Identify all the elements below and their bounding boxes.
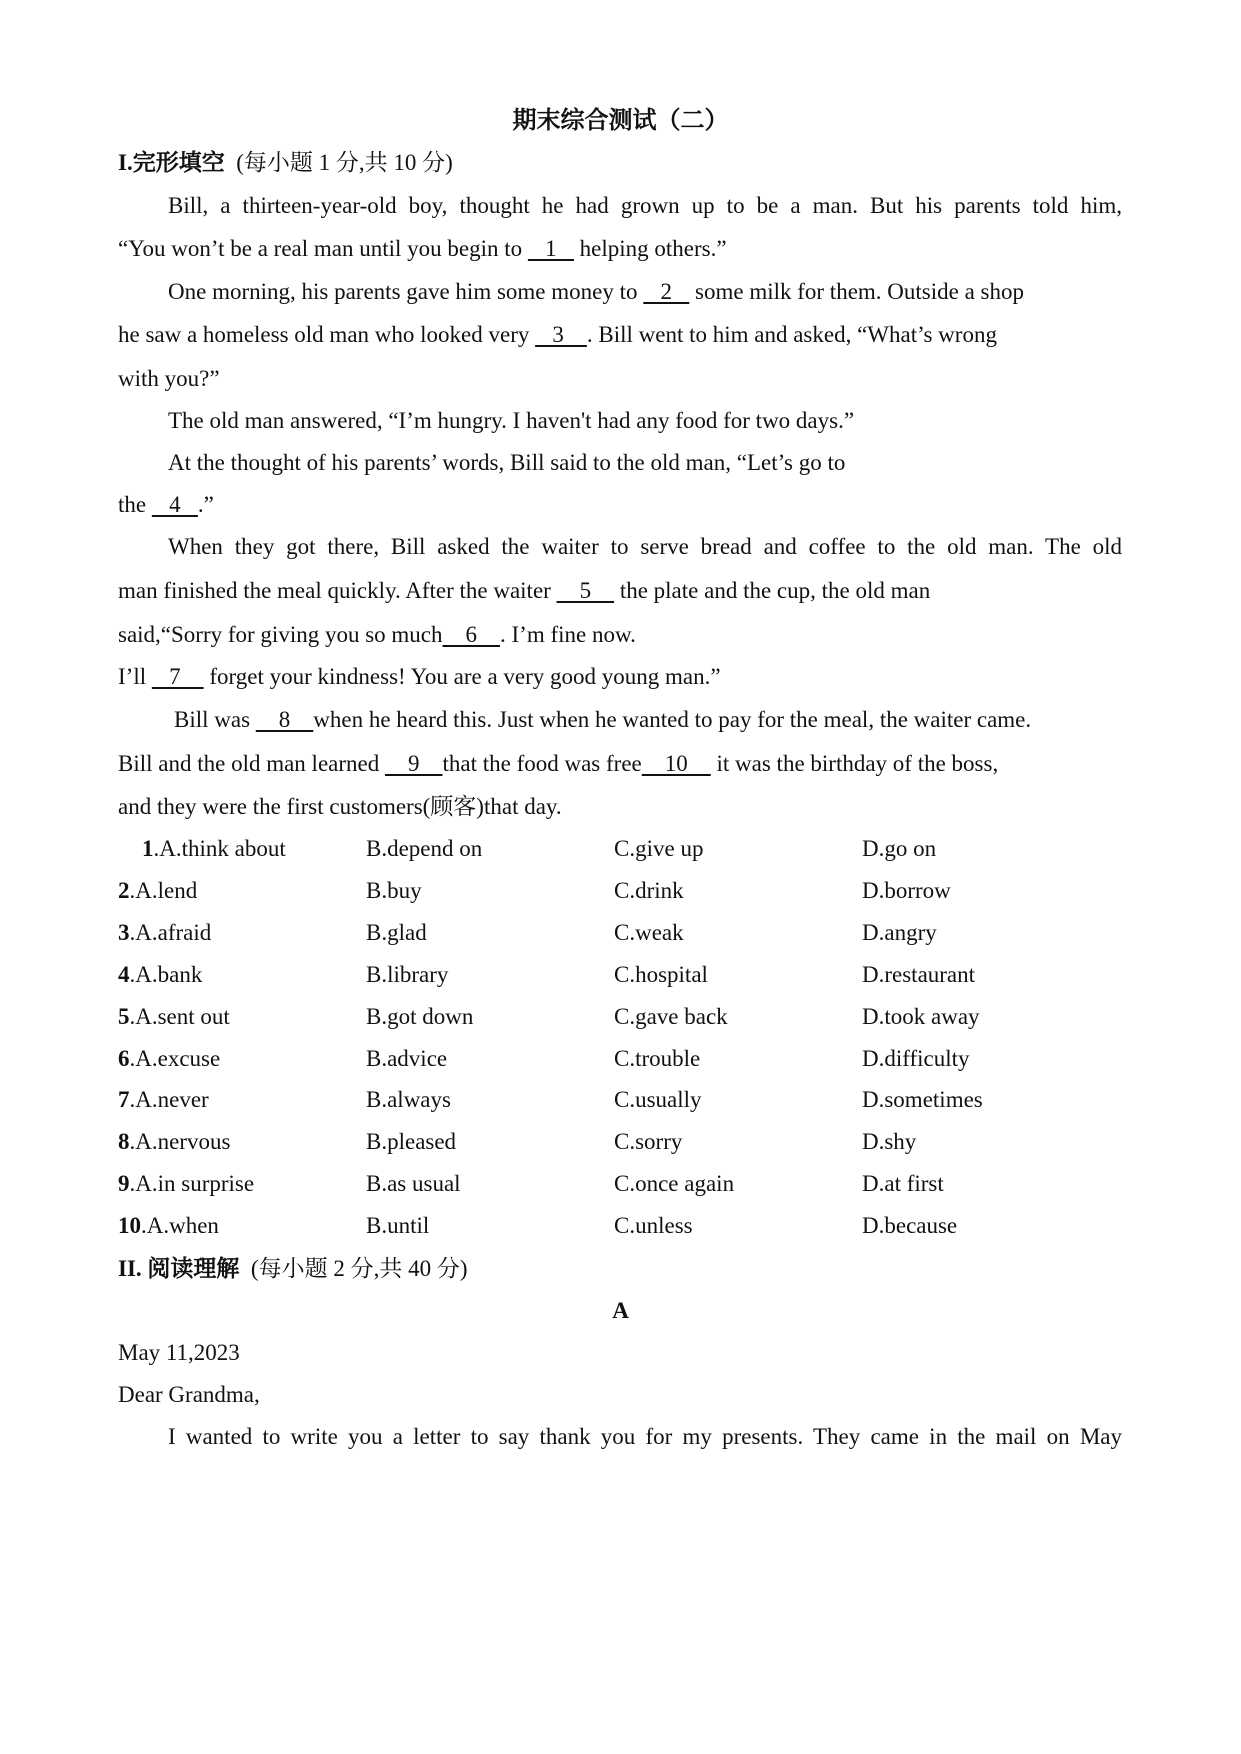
option-a: 8.A.nervous bbox=[118, 1129, 231, 1154]
option-b: B.as usual bbox=[366, 1171, 461, 1196]
option-b: B.pleased bbox=[366, 1129, 457, 1154]
option-c: C.weak bbox=[614, 920, 684, 945]
option-b: B.advice bbox=[366, 1046, 448, 1071]
option-a: 4.A.bank bbox=[118, 962, 203, 987]
option-b: B.depend on bbox=[366, 836, 483, 861]
letter-body-line-1: I wanted to write you a letter to say thank you for my presents. They came in the mail on May bbox=[168, 1424, 1122, 1449]
blank-9: 9 bbox=[384, 751, 443, 776]
blank-8: 8 bbox=[255, 707, 314, 732]
blank-10: 10 bbox=[641, 751, 711, 776]
passage-line-9: When they got there, Bill asked the waiter to serve bread and coffee to the old man. The old bbox=[168, 534, 1122, 559]
section-2-score: (每小题 2 分,共 40 分) bbox=[250, 1256, 468, 1281]
passage-line-3: One morning, his parents gave him some money to 2 some milk for them. Outside a shop bbox=[168, 279, 1025, 304]
option-b: B.library bbox=[366, 962, 449, 987]
option-d: D.at first bbox=[862, 1171, 944, 1196]
passage-line-11: said,“Sorry for giving you so much 6 . I’m fine now. bbox=[118, 622, 636, 647]
blank-5: 5 bbox=[556, 578, 615, 603]
option-c: C.drink bbox=[614, 878, 684, 903]
passage-line-6: The old man answered, “I’m hungry. I haven't had any food for two days.” bbox=[168, 408, 855, 433]
option-d: D.because bbox=[862, 1213, 958, 1238]
option-b: B.always bbox=[366, 1087, 451, 1112]
passage-line-15: and they were the first customers(顾客)that day. bbox=[118, 794, 562, 819]
letter-date: May 11,2023 bbox=[118, 1340, 240, 1365]
option-b: B.until bbox=[366, 1213, 430, 1238]
passage-line-10: man finished the meal quickly. After the waiter 5 the plate and the cup, the old man bbox=[118, 578, 931, 603]
option-d: D.go on bbox=[862, 836, 937, 861]
passage-line-1: Bill, a thirteen-year-old boy, thought he had grown up to be a man. But his parents told him, bbox=[168, 193, 1122, 218]
option-c: C.once again bbox=[614, 1171, 735, 1196]
section-2-heading: II. 阅读理解 (每小题 2 分,共 40 分) bbox=[118, 1256, 468, 1281]
option-d: D.shy bbox=[862, 1129, 917, 1154]
section-1-heading: I.完形填空 (每小题 1 分,共 10 分) bbox=[118, 150, 453, 175]
letter-greeting: Dear Grandma, bbox=[118, 1382, 260, 1407]
option-d: D.restaurant bbox=[862, 962, 976, 987]
passage-line-2: “You won’t be a real man until you begin to 1 helping others.” bbox=[118, 236, 727, 261]
passage-line-4: he saw a homeless old man who looked very 3 . Bill went to him and asked, “What’s wrong bbox=[118, 322, 997, 347]
option-a: 3.A.afraid bbox=[118, 920, 212, 945]
option-c: C.usually bbox=[614, 1087, 702, 1112]
option-c: C.trouble bbox=[614, 1046, 701, 1071]
option-c: C.gave back bbox=[614, 1004, 728, 1029]
option-c: C.sorry bbox=[614, 1129, 683, 1154]
blank-2: 2 bbox=[643, 279, 690, 304]
option-a: 1.A.think about bbox=[142, 836, 286, 861]
option-d: D.borrow bbox=[862, 878, 951, 903]
option-a: 9.A.in surprise bbox=[118, 1171, 255, 1196]
option-a: 2.A.lend bbox=[118, 878, 198, 903]
blank-6: 6 bbox=[442, 622, 501, 647]
blank-3: 3 bbox=[535, 322, 587, 347]
blank-7: 7 bbox=[151, 664, 204, 689]
option-a: 10.A.when bbox=[118, 1213, 219, 1238]
option-a: 7.A.never bbox=[118, 1087, 209, 1112]
section-1-number: I bbox=[118, 150, 127, 175]
option-a: 5.A.sent out bbox=[118, 1004, 230, 1029]
option-d: D.sometimes bbox=[862, 1087, 983, 1112]
option-a: 6.A.excuse bbox=[118, 1046, 221, 1071]
option-c: C.unless bbox=[614, 1213, 693, 1238]
blank-4: 4 bbox=[151, 492, 198, 517]
passage-line-5: with you?” bbox=[118, 366, 220, 391]
section-1-score: (每小题 1 分,共 10 分) bbox=[236, 150, 453, 175]
passage-line-12: I’ll 7 forget your kindness! You are a very good young man.” bbox=[118, 664, 721, 689]
option-b: B.got down bbox=[366, 1004, 474, 1029]
option-d: D.angry bbox=[862, 920, 937, 945]
passage-line-14: Bill and the old man learned 9 that the food was free 10 it was the birthday of the boss, bbox=[118, 751, 999, 776]
passage-line-8: the 4 .” bbox=[118, 492, 214, 517]
option-d: D.took away bbox=[862, 1004, 980, 1029]
option-d: D.difficulty bbox=[862, 1046, 970, 1071]
option-c: C.hospital bbox=[614, 962, 708, 987]
option-b: B.buy bbox=[366, 878, 422, 903]
section-1-title: 完形填空 bbox=[132, 150, 225, 175]
section-2-number: II bbox=[118, 1256, 136, 1281]
page-title: 期末综合测试（二） bbox=[512, 108, 729, 134]
option-b: B.glad bbox=[366, 920, 427, 945]
option-c: C.give up bbox=[614, 836, 704, 861]
passage-line-7: At the thought of his parents’ words, Bill said to the old man, “Let’s go to bbox=[168, 450, 846, 475]
blank-1: 1 bbox=[527, 236, 574, 261]
part-a-label: A bbox=[612, 1298, 629, 1323]
passage-line-13: Bill was 8 when he heard this. Just when he wanted to pay for the meal, the waiter came. bbox=[174, 707, 1032, 732]
section-2-title: 阅读理解 bbox=[147, 1256, 240, 1281]
